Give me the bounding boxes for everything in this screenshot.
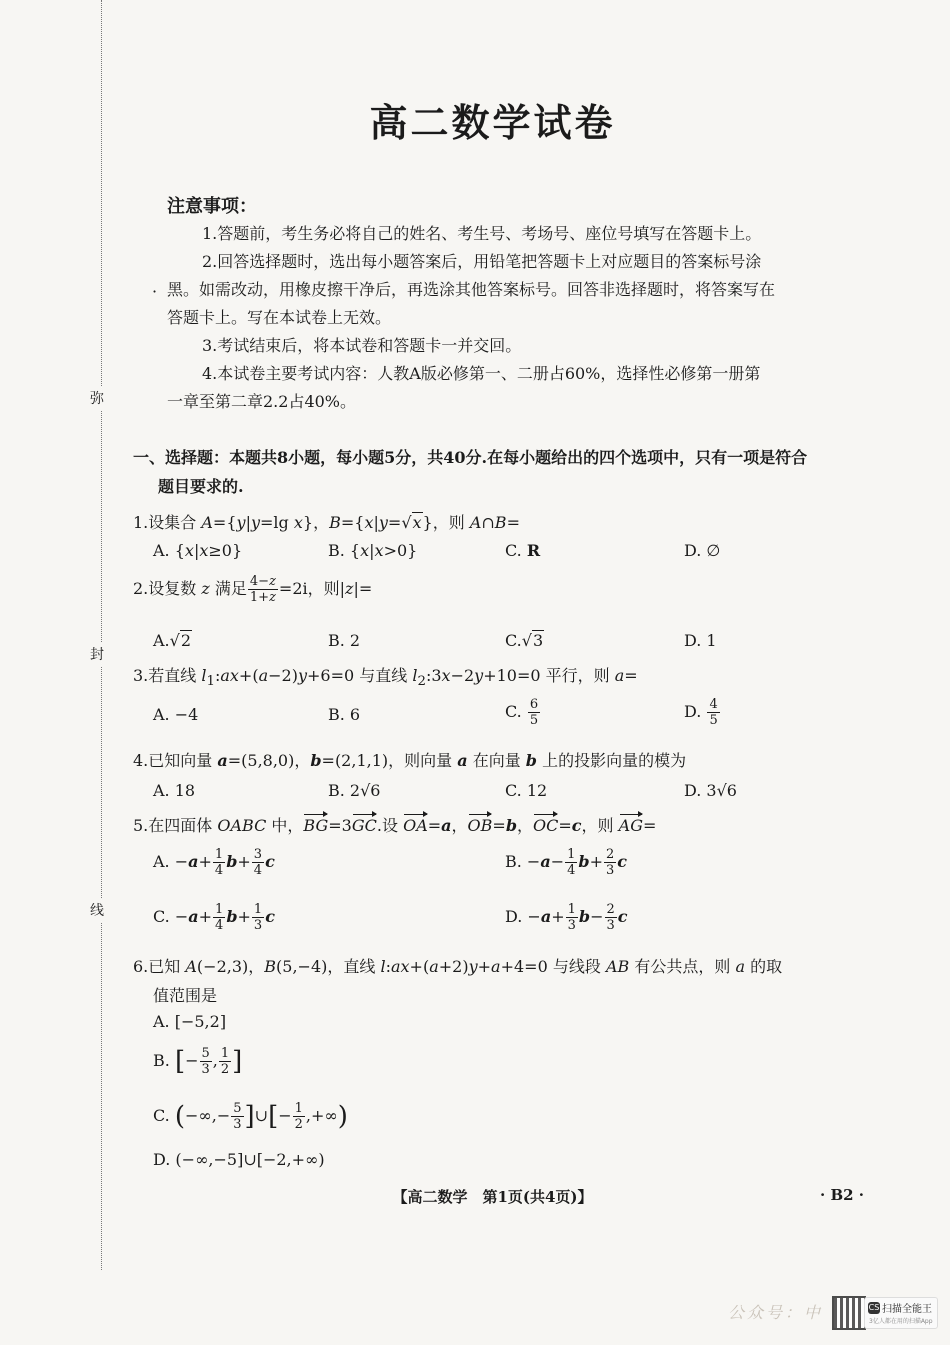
notice-line-7: 一章至第二章2.2占40%。 <box>167 392 357 411</box>
notice-line-6: 4.本试卷主要考试内容：人教A版必修第一、二册占60%，选择性必修第一册第 <box>202 364 761 383</box>
question-4-option-d: D. 3√6 <box>684 781 737 800</box>
question-5-stem: 5.在四面体 OABC 中，BG=3GC.设 OA=a，OB=b，OC=c，则 AG= <box>133 816 657 835</box>
scanner-app-name: 扫描全能王 <box>882 1304 932 1315</box>
paper-code: · B2 · <box>820 1186 865 1204</box>
question-5-option-d: D. −a+ $\frac{1}{3}$ b− $\frac{2}{3}$ c <box>505 902 628 933</box>
question-4-stem: 4.已知向量 a=(5,8,0)，b=(2,1,1)，则向量 a 在向量 b 上的投影向量的模为 <box>133 751 687 770</box>
scanner-app-subtitle: 3亿人都在用的扫描App <box>869 1318 933 1325</box>
page-footer: 【高二数学 第1页(共4页)】 <box>392 1188 593 1206</box>
qr-code-icon <box>832 1296 866 1330</box>
question-1-option-c: C. R <box>505 541 541 560</box>
section-heading-line-1: 一、选择题：本题共8小题，每小题5分，共40分.在每小题给出的四个选项中，只有一项是符合 <box>133 448 808 467</box>
question-1-option-b: B. {x|x>0} <box>328 541 418 560</box>
question-5-option-a: A. −a+ $\frac{1}{4}$ b+ $\frac{3}{4}$ c <box>153 847 275 878</box>
notice-heading: 注意事项： <box>167 196 257 217</box>
scanner-app-badge <box>864 1297 938 1329</box>
question-2-option-a: A.√2 <box>153 631 192 650</box>
question-3-option-a: A. −4 <box>153 705 199 724</box>
question-2-option-c: C.√3 <box>505 631 544 650</box>
question-1-option-d: D. ∅ <box>684 541 721 560</box>
binding-mark-1: 弥 <box>90 386 104 410</box>
binding-mark-3: 线 <box>90 898 104 922</box>
notice-line-4: 答题卡上。写在本试卷上无效。 <box>167 308 392 327</box>
question-2-option-b: B. 2 <box>328 631 361 650</box>
notice-line-3: 黑。如需改动，用橡皮擦干净后，再选涂其他答案标号。回答非选择题时，将答案写在 <box>167 280 776 299</box>
question-6-option-d: D. (−∞,−5]∪[−2,+∞) <box>153 1150 325 1169</box>
question-1-stem: 1.设集合 A={y|y=lg x}，B={x|y=√x}，则 A∩B= <box>133 513 520 532</box>
question-3-stem: 3.若直线 $l_1:ax+(a-2)y+6=0$ 与直线 $l_2:3x-2y+10=0$ 平行，则 a= <box>133 666 638 690</box>
question-3-option-c: C. $\frac{6}{5}$ <box>505 697 539 728</box>
notice-line-1: 1.答题前，考生务必将自己的姓名、考生号、考场号、座位号填写在答题卡上。 <box>202 224 762 243</box>
question-3-option-d: D. $\frac{4}{5}$ <box>684 697 718 728</box>
question-2-option-d: D. 1 <box>684 631 717 650</box>
question-1-option-a: A. {x|x≥0} <box>153 541 243 560</box>
exam-title: 高二数学试卷 <box>369 100 616 145</box>
binding-dashed-line <box>101 0 102 1270</box>
question-5-option-c: C. −a+ $\frac{1}{4}$ b+ $\frac{1}{3}$ c <box>153 902 275 933</box>
scanner-logo-icon: CS <box>868 1303 880 1312</box>
notice-line-2: 2.回答选择题时，选出每小题答案后，用铅笔把答题卡上对应题目的答案标号涂 <box>202 252 762 271</box>
question-6-stem-line-1: 6.已知 A(−2,3)，B(5,−4)，直线 l:ax+(a+2)y+a+4=0 与线段 AB 有公共点，则 a 的取 <box>133 957 783 976</box>
watermark-text: 公众号：中 <box>728 1303 824 1322</box>
binding-mark-2: 封 <box>90 642 104 666</box>
question-6-option-c: C. (−∞,− $\frac{5}{3}$ ]∪[− $\frac{1}{2}$ ,+∞) <box>153 1101 348 1132</box>
question-3-option-b: B. 6 <box>328 705 361 724</box>
question-6-option-a: A. [−5,2] <box>153 1012 227 1031</box>
question-4-option-a: A. 18 <box>153 781 196 800</box>
question-4-option-b: B. 2√6 <box>328 781 381 800</box>
question-4-option-c: C. 12 <box>505 781 548 800</box>
stray-dot: · <box>152 282 158 301</box>
question-6-option-b: B. [− $\frac{5}{3}$ , $\frac{1}{2}$ ] <box>153 1046 243 1077</box>
question-2-stem: 2.设复数 z 满足 $\frac{4-z}{1+z}$ =2i，则|z|= <box>133 574 373 605</box>
notice-line-5: 3.考试结束后，将本试卷和答题卡一并交回。 <box>202 336 522 355</box>
section-heading-line-2: 题目要求的. <box>158 477 244 496</box>
question-5-option-b: B. −a− $\frac{1}{4}$ b+ $\frac{2}{3}$ c <box>505 847 628 878</box>
question-6-stem-line-2: 值范围是 <box>153 986 218 1005</box>
